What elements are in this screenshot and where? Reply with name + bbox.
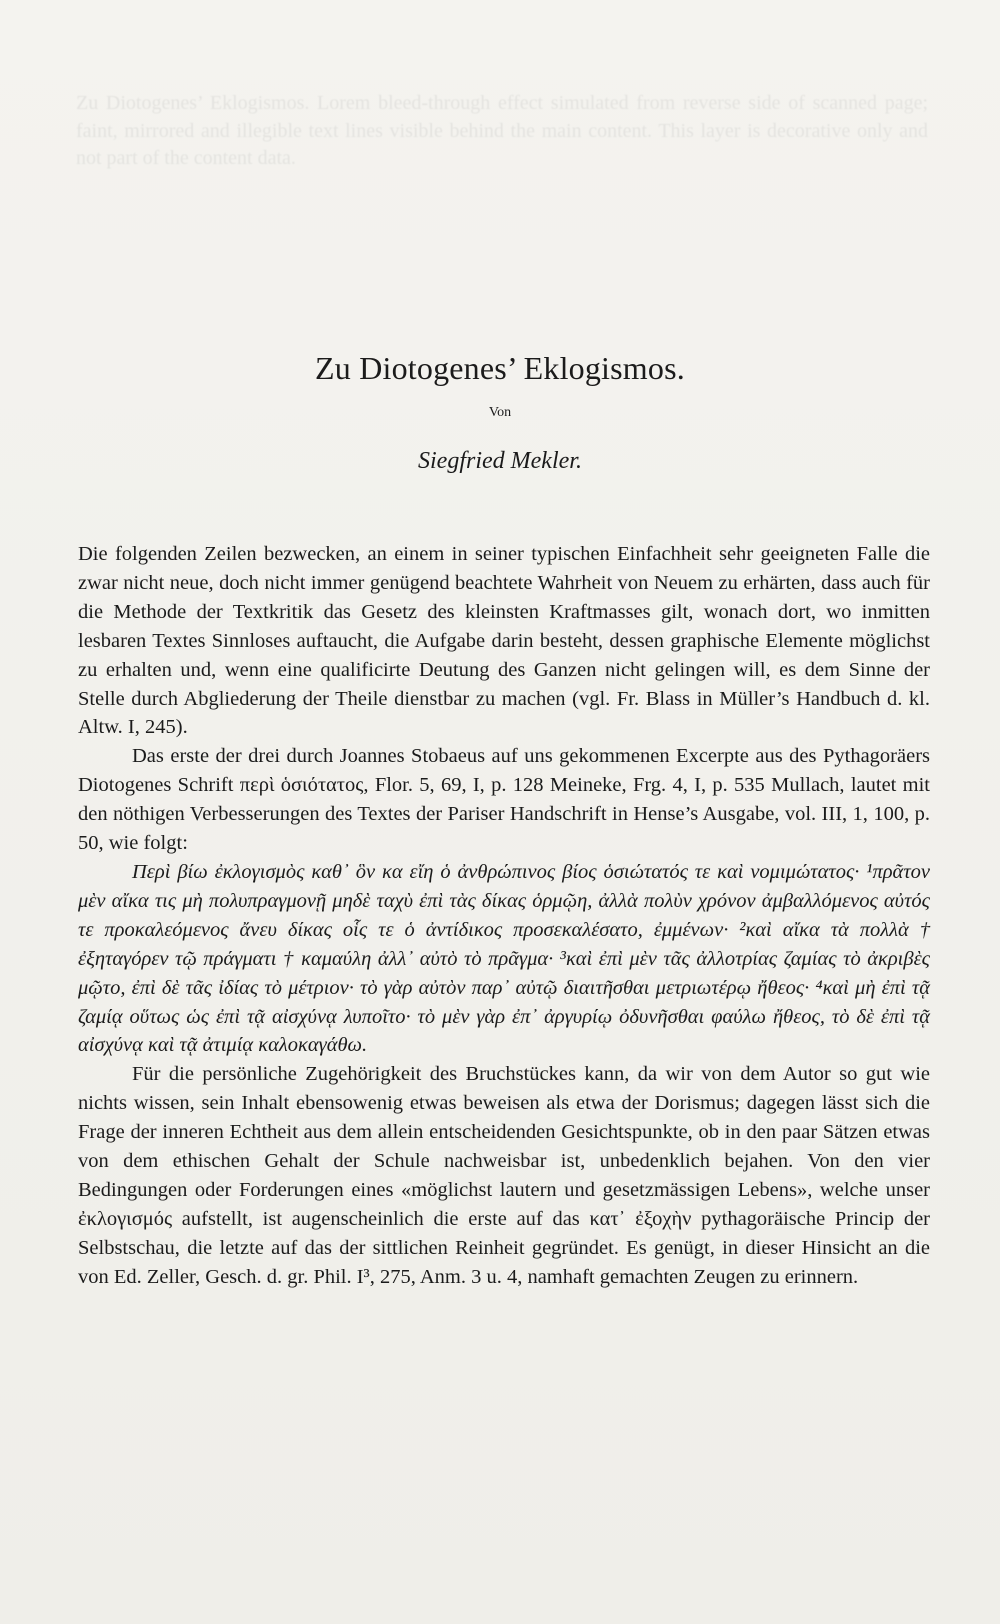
- paragraph-2: Das erste der drei durch Joannes Stobaeus auf uns gekommenen Excerpte aus des Pythagoräers Diotogenes Schrift περὶ ὁσιότατος, Flor. 5, 69, I, p. 128 Meineke, Frg. 4, I, p. 535 Mullach, lautet mit den nöthigen Verbesserungen des Textes der Pariser Handschrift in Hense’s Ausgabe, vol. III, 1, 100, p. 50, wie folgt:: [78, 745, 930, 855]
- article-title: Zu Diotogenes’ Eklogismos.: [315, 350, 685, 386]
- article-body: [78, 540, 930, 1292]
- author-name: Siegfried Mekler.: [418, 448, 582, 474]
- byline-von: Von: [488, 405, 512, 420]
- greek-quote: Περὶ βίω ἐκλογισμὸς καθ᾽ ὃν κα εἴη ὁ ἀνθρώπινος βίος ὁσιώτατός τε καὶ νομιμώτατος· ¹πρᾶτον μὲν αἴκα τις μὴ πολυπραγμονῇ μηδὲ ταχὺ ἐπὶ τὰς δίκας ὁρμῷη, ἀλλὰ πολὺν χρόνον ἀμβαλλόμενος αὐτός τε προκαλεόμενος ἄνευ δίκας οἷς τε ὁ ἀντίδικος προσεκαλέσατο, ἐμμένων· ²καὶ αἴκα τὰ πολλὰ † ἐξηταγόρεν τῷ πράγματι † καμαύλη ἀλλ᾽ αὐτὸ τὸ πρᾶγμα· ³καὶ ἐπὶ μὲν τᾶς ἀλλοτρίας ζαμίας τὸ ἀκριβὲς μῷτο, ἐπὶ δὲ τᾶς ἰδίας τὸ μέτριον· τὸ γὰρ αὐτὸν παρ᾽ αὐτῷ διαιτῆσθαι μετριωτέρῳ ἤθεος· ⁴καὶ μὴ ἐπὶ τᾷ ζαμίᾳ οὕτως ὡς ἐπὶ τᾷ αἰσχύνᾳ λυποῖτο· τὸ μὲν γὰρ ἐπ᾽ ἀργυρίῳ ὀδυνῆσθαι φαύλω ἤθεος, τὸ δὲ ἐπὶ τᾷ αἰσχύνᾳ καὶ τᾷ ἀτιμίᾳ καλοκαγάθω.: [78, 860, 930, 1057]
- paragraph-3: Für die persönliche Zugehörigkeit des Bruchstückes kann, da wir von dem Autor so gut wie nichts wissen, sein Inhalt ebensowenig etwas beweisen als etwa der Dorismus; dagegen lässt sich die Frage der inneren Echtheit aus dem allein entscheidenden Gesichtspunkte, ob in den paar Sätzen etwas von dem ethischen Gehalt der Schule nachweisbar ist, unbedenklich bejahen. Von den vier Bedingungen oder Forderungen eines «möglichst lautern und gesetzmässigen Lebens», welche unser ἐκλογισμός aufstellt, ist augenscheinlich die erste auf das κατ᾽ ἐξοχὴν pythagoräische Princip der Selbstschau, die letzte auf das der sittlichen Reinheit gegründet. Es genügt, in dieser Hinsicht an die von Ed. Zeller, Gesch. d. gr. Phil. I³, 275, Anm. 3 u. 4, namhaft gemachten Zeugen zu erinnern.: [78, 1063, 930, 1288]
- bleed-through-text: Zu Diotogenes’ Eklogismos. Lorem bleed-through effect simulated from reverse side of scanned page; faint, mirrored and illegible text lines visible behind the main content. This layer is decorative only and not part of the content data.: [76, 92, 928, 169]
- paragraph-1: Die folgenden Zeilen bezwecken, an einem in seiner typischen Einfachheit sehr geeigneten Falle die zwar nicht neue, doch nicht immer genügend beachtete Wahrheit von Neuem zu erhärten, dass auch für die Methode der Textkritik das Gesetz des kleinsten Kraftmasses gilt, wonach dort, wo inmitten lesbaren Textes Sinnloses auftaucht, die Aufgabe darin besteht, dessen graphische Elemente möglichst zu erhalten und, wenn eine qualificirte Deutung des Ganzen nicht gelingen will, es dem Sinne der Stelle durch Abgliederung der Theile dienstbar zu machen (vgl. Fr. Blass in Müller’s Handbuch d. kl. Altw. I, 245).: [78, 543, 930, 739]
